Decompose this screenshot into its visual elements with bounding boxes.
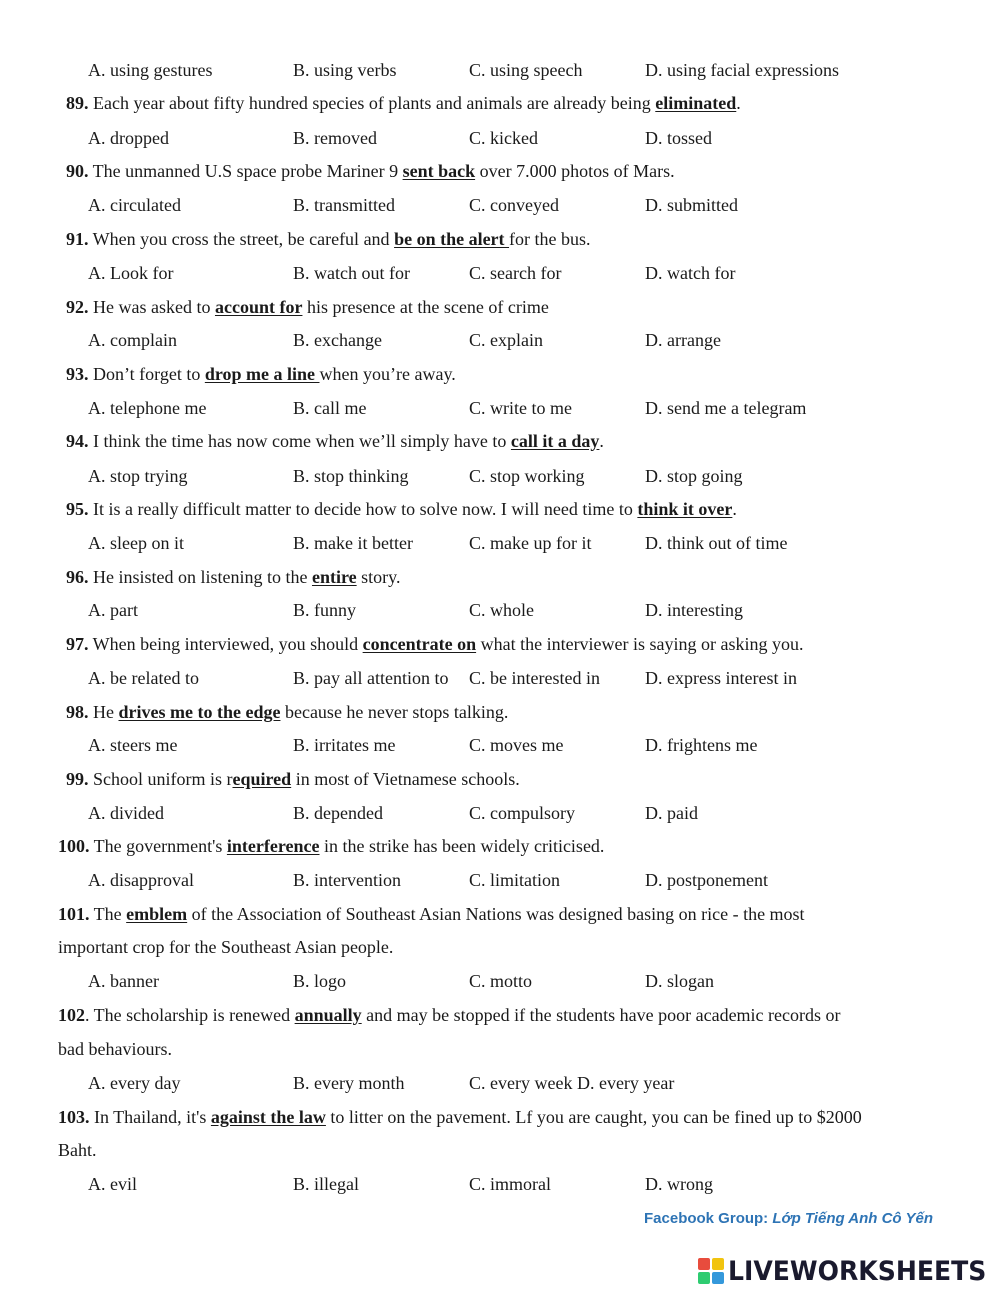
keyword: account for <box>214 297 303 317</box>
question-text-end: because he never stops talking. <box>280 702 509 722</box>
question-103-continuation: Baht. <box>58 1140 97 1160</box>
q103-option-c[interactable]: C. immoral <box>469 1174 551 1194</box>
question-102-continuation: bad behaviours. <box>58 1039 172 1059</box>
q93-option-b[interactable]: B. call me <box>293 398 367 418</box>
question-text-end: . <box>736 93 741 113</box>
question-text: The unmanned U.S space probe Mariner 9 <box>88 161 403 181</box>
q100-option-a[interactable]: A. disapproval <box>88 870 194 890</box>
q102-option-b[interactable]: B. every month <box>293 1073 405 1093</box>
q88-option-d[interactable]: D. using facial expressions <box>645 60 839 80</box>
q93-option-c[interactable]: C. write to me <box>469 398 572 418</box>
keyword: drives me to the edge <box>118 702 281 722</box>
q97-option-a[interactable]: A. be related to <box>88 668 199 688</box>
question-93 <box>66 363 456 385</box>
question-text-end: his presence at the scene of crime <box>302 297 549 317</box>
q96-option-b[interactable]: B. funny <box>293 600 356 620</box>
q94-option-b[interactable]: B. stop thinking <box>293 466 409 486</box>
q100-option-d[interactable]: D. postponement <box>645 870 768 890</box>
q99-option-a[interactable]: A. divided <box>88 803 164 823</box>
q101-option-b[interactable]: B. logo <box>293 971 347 991</box>
keyword: think it over <box>637 499 733 519</box>
question-text: He was asked to <box>88 297 215 317</box>
question-text: He <box>88 702 119 722</box>
q97-option-c[interactable]: C. be interested in <box>469 668 600 688</box>
question-text-end: in most of Vietnamese schools. <box>291 769 520 789</box>
q90-option-d[interactable]: D. submitted <box>645 195 738 215</box>
question-text: Each year about fifty hundred species of plants and animals are already being <box>88 93 656 113</box>
q88-option-c[interactable]: C. using speech <box>469 60 583 80</box>
facebook-label: Facebook Group: <box>644 1210 769 1227</box>
question-number: 94. <box>66 431 89 451</box>
q89-option-a[interactable]: A. dropped <box>88 128 169 148</box>
question-number: 102 <box>58 1005 85 1025</box>
question-number: 90. <box>66 161 89 181</box>
q92-option-a[interactable]: A. complain <box>88 330 177 350</box>
q95-option-d[interactable]: D. think out of time <box>645 533 788 553</box>
question-number: 89. <box>66 93 89 113</box>
question-text: In Thailand, it's <box>89 1107 211 1127</box>
question-number: 93. <box>66 364 89 384</box>
question-text: . The scholarship is renewed <box>85 1005 295 1025</box>
q101-option-c[interactable]: C. motto <box>469 971 533 991</box>
q103-option-d[interactable]: D. wrong <box>645 1174 713 1194</box>
question-text: The <box>89 904 127 924</box>
question-100 <box>58 835 604 857</box>
keyword: emblem <box>126 904 188 924</box>
keyword: concentrate on <box>362 634 477 654</box>
q99-option-b[interactable]: B. depended <box>293 803 383 823</box>
question-number: 101. <box>58 904 90 924</box>
question-number: 100. <box>58 836 90 856</box>
question-94 <box>66 430 604 452</box>
facebook-group-credit <box>644 1210 933 1227</box>
question-97 <box>66 633 804 655</box>
facebook-group-name: Lớp Tiếng Anh Cô Yến <box>768 1210 933 1227</box>
liveworksheets-logo-icon <box>698 1258 724 1284</box>
keyword: against the law <box>210 1107 326 1127</box>
q103-option-b[interactable]: B. illegal <box>293 1174 359 1194</box>
question-number: 96. <box>66 567 89 587</box>
q93-option-d[interactable]: D. send me a telegram <box>645 398 807 418</box>
q102-option-c-d[interactable]: C. every week D. every year <box>469 1073 675 1093</box>
question-number: 99. <box>66 769 89 789</box>
q90-option-c[interactable]: C. conveyed <box>469 195 559 215</box>
q91-option-c[interactable]: C. search for <box>469 263 562 283</box>
q100-option-c[interactable]: C. limitation <box>469 870 561 890</box>
q94-option-d[interactable]: D. stop going <box>645 466 743 486</box>
liveworksheets-brand: LIVEWORKSHEETS <box>728 1255 987 1287</box>
question-text-end: when you’re away. <box>319 364 456 384</box>
keyword: sent back <box>402 161 476 181</box>
question-text-end: for the bus. <box>509 229 591 249</box>
q91-option-a[interactable]: A. Look for <box>88 263 174 283</box>
q98-option-a[interactable]: A. steers me <box>88 735 178 755</box>
q96-option-c[interactable]: C. whole <box>469 600 534 620</box>
keyword: equired <box>232 769 292 789</box>
q89-option-d[interactable]: D. tossed <box>645 128 712 148</box>
q103-option-a[interactable]: A. evil <box>88 1174 137 1194</box>
question-text-end: over 7.000 photos of Mars. <box>475 161 675 181</box>
question-number: 97. <box>66 634 89 654</box>
question-text-end: what the interviewer is saying or asking you. <box>476 634 804 654</box>
q101-option-d[interactable]: D. slogan <box>645 971 714 991</box>
q99-option-c[interactable]: C. compulsory <box>469 803 575 823</box>
question-text-end: story. <box>356 567 401 587</box>
q94-option-c[interactable]: C. stop working <box>469 466 585 486</box>
q90-option-a[interactable]: A. circulated <box>88 195 181 215</box>
question-text-end: . <box>732 499 737 519</box>
q95-option-b[interactable]: B. make it better <box>293 533 413 553</box>
keyword: entire <box>311 567 357 587</box>
question-text: It is a really difficult matter to decide how to solve now. I will need time to <box>88 499 638 519</box>
q89-option-b[interactable]: B. removed <box>293 128 377 148</box>
question-text-end: to litter on the pavement. Lf you are caught, you can be fined up to $2000 <box>325 1107 862 1127</box>
question-text: He insisted on listening to the <box>88 567 312 587</box>
question-number: 91. <box>66 229 89 249</box>
q90-option-b[interactable]: B. transmitted <box>293 195 395 215</box>
question-101-continuation: important crop for the Southeast Asian people. <box>58 937 394 957</box>
question-text-end: . <box>599 431 604 451</box>
q98-option-b[interactable]: B. irritates me <box>293 735 396 755</box>
question-number: 92. <box>66 297 89 317</box>
question-text: The government's <box>89 836 227 856</box>
keyword: interference <box>226 836 320 856</box>
keyword: call it a day <box>510 431 600 451</box>
question-96 <box>66 566 400 588</box>
q96-option-a[interactable]: A. part <box>88 600 138 620</box>
q98-option-d[interactable]: D. frightens me <box>645 735 758 755</box>
q96-option-d[interactable]: D. interesting <box>645 600 743 620</box>
question-91 <box>66 228 591 250</box>
q98-option-c[interactable]: C. moves me <box>469 735 564 755</box>
q88-option-a[interactable]: A. using gestures <box>88 60 213 80</box>
q95-option-c[interactable]: C. make up for it <box>469 533 592 553</box>
keyword: drop me a line <box>204 364 320 384</box>
q102-option-a[interactable]: A. every day <box>88 1073 181 1093</box>
question-text: I think the time has now come when we’ll simply have to <box>88 431 511 451</box>
question-103 <box>58 1106 862 1128</box>
q101-option-a[interactable]: A. banner <box>88 971 159 991</box>
keyword: be on the alert <box>394 229 510 249</box>
q91-option-b[interactable]: B. watch out for <box>293 263 410 283</box>
question-text-end: in the strike has been widely criticised. <box>319 836 605 856</box>
liveworksheets-logo[interactable] <box>698 1255 1000 1287</box>
question-99 <box>66 768 520 790</box>
q93-option-a[interactable]: A. telephone me <box>88 398 207 418</box>
question-text: When being interviewed, you should <box>88 634 363 654</box>
keyword: eliminated <box>655 93 737 113</box>
q94-option-a[interactable]: A. stop trying <box>88 466 188 486</box>
question-89 <box>66 92 741 114</box>
question-98 <box>66 701 508 723</box>
q92-option-c[interactable]: C. explain <box>469 330 543 350</box>
question-95 <box>66 498 737 520</box>
question-92 <box>66 296 549 318</box>
q89-option-c[interactable]: C. kicked <box>469 128 538 148</box>
question-text: When you cross the street, be careful and <box>88 229 395 249</box>
question-text-end: of the Association of Southeast Asian Nations was designed basing on rice - the most <box>187 904 805 924</box>
q97-option-b[interactable]: B. pay all attention to <box>293 668 449 688</box>
question-number: 103. <box>58 1107 90 1127</box>
q99-option-d[interactable]: D. paid <box>645 803 698 823</box>
question-text-end: and may be stopped if the students have poor academic records or <box>361 1005 841 1025</box>
question-102 <box>58 1004 841 1026</box>
question-text: Don’t forget to <box>88 364 205 384</box>
question-number: 98. <box>66 702 89 722</box>
question-101 <box>58 903 805 925</box>
q92-option-b[interactable]: B. exchange <box>293 330 382 350</box>
q97-option-d[interactable]: D. express interest in <box>645 668 797 688</box>
q91-option-d[interactable]: D. watch for <box>645 263 736 283</box>
question-number: 95. <box>66 499 89 519</box>
q92-option-d[interactable]: D. arrange <box>645 330 721 350</box>
question-text: School uniform is r <box>88 769 233 789</box>
question-90 <box>66 160 675 182</box>
q88-option-b[interactable]: B. using verbs <box>293 60 397 80</box>
q95-option-a[interactable]: A. sleep on it <box>88 533 184 553</box>
q100-option-b[interactable]: B. intervention <box>293 870 401 890</box>
keyword: annually <box>294 1005 362 1025</box>
